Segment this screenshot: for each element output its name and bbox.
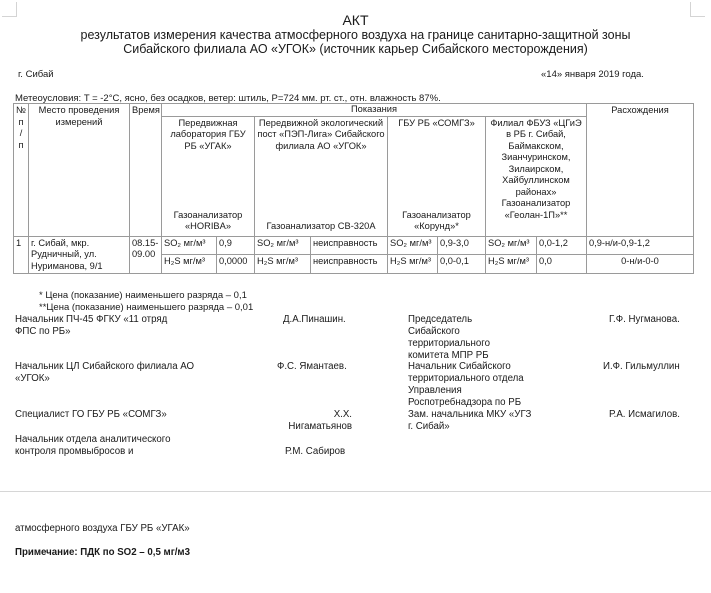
h2s-value-4: 0,0 bbox=[537, 255, 587, 274]
sig-left-2-role: Начальник ЦЛ Сибайского филиала АО «УГОК» bbox=[15, 361, 195, 384]
sig-right-3-role: Зам. начальника МКУ «УГЗ г. Сибай» bbox=[408, 409, 532, 432]
so2-substance-2: SO₂ мг/м³ bbox=[255, 236, 311, 255]
sig-left-4-role: Начальник отдела аналитического контроля промвыбросов и bbox=[15, 434, 171, 457]
group-1-device: Газоанализатор «HORIBA» bbox=[173, 209, 243, 231]
header-readings: Показания bbox=[162, 104, 587, 117]
group-2-header bbox=[255, 116, 388, 236]
document-subtitle bbox=[0, 28, 711, 56]
page-break-line bbox=[0, 491, 711, 492]
h2s-substance-4: H₂S мг/м³ bbox=[486, 255, 537, 274]
sig-left-1-name: Д.А.Пинашин. bbox=[283, 314, 346, 325]
act-date: «14» января 2019 года. bbox=[541, 69, 644, 80]
sig-left-1-role: Начальник ПЧ-45 ФГКУ «11 отряд ФПС по РБ» bbox=[15, 314, 168, 337]
row-place: г. Сибай, мкр. Рудничный, ул. Нуриманова, 9/1 bbox=[29, 236, 130, 274]
group-3-device: Газоанализатор «Корунд»* bbox=[402, 209, 471, 231]
so2-value-4: 0,0-1,2 bbox=[537, 236, 587, 255]
table-header-row bbox=[14, 104, 694, 117]
sig-left-3-name: Х.Х. Нигаматьянов bbox=[288, 409, 352, 432]
group-4-device: Газоанализатор «Геолан-1П»** bbox=[501, 198, 571, 220]
group-4-org: Филиал ФБУЗ «ЦГиЭ в РБ г. Сибай, Баймакском, Зианчуринском, Зилаирском, Хайбуллинском районах» bbox=[490, 117, 582, 197]
table-row bbox=[14, 236, 694, 255]
city: г. Сибай bbox=[18, 69, 54, 80]
row-time: 08.15-09.00 bbox=[130, 236, 162, 274]
header-discrepancy: Расхождения bbox=[587, 104, 694, 237]
meteo-label: Метеоусловия: bbox=[15, 93, 82, 104]
h2s-discrepancy: 0-н/и-0-0 bbox=[587, 255, 694, 274]
so2-value-3: 0,9-3,0 bbox=[438, 236, 486, 255]
group-2-device: Газоанализатор СВ-320А bbox=[266, 221, 376, 231]
so2-value-2: неисправность bbox=[311, 236, 388, 255]
group-1-header bbox=[162, 116, 255, 236]
h2s-value-3: 0,0-0,1 bbox=[438, 255, 486, 274]
so2-substance-3: SO₂ мг/м³ bbox=[388, 236, 438, 255]
header-place: Место проведения измерений bbox=[29, 104, 130, 237]
measurement-table bbox=[13, 103, 694, 274]
sig-left-4-name: Р.М. Сабиров bbox=[285, 446, 346, 457]
header-num: № п / п bbox=[14, 104, 29, 237]
sig-right-2-name: И.Ф. Гильмуллин bbox=[603, 361, 680, 372]
group-2-org: Передвижной экологический пост «ПЭП-Лига» Сибайского филиала АО «УГОК» bbox=[257, 117, 385, 151]
group-4-header bbox=[486, 116, 587, 236]
document-title: АКТ bbox=[342, 12, 369, 28]
so2-discrepancy: 0,9-н/и-0,9-1,2 bbox=[587, 236, 694, 255]
subtitle-line-1: результатов измерения качества атмосферного воздуха на границе санитарно-защитной зоны bbox=[80, 28, 631, 42]
note-label: Примечание: bbox=[15, 547, 78, 558]
group-3-org: ГБУ РБ «СОМГЗ» bbox=[398, 117, 475, 128]
h2s-substance-2: H₂S мг/м³ bbox=[255, 255, 311, 274]
h2s-value-2: неисправность bbox=[311, 255, 388, 274]
sig-right-1-role: Председатель Сибайского территориального комитета МПР РБ bbox=[408, 314, 490, 361]
so2-substance-1: SO₂ мг/м³ bbox=[162, 236, 217, 255]
sig-right-1-name: Г.Ф. Нугманова. bbox=[609, 314, 680, 325]
group-3-header bbox=[388, 116, 486, 236]
sig-left-3-role: Специалист ГО ГБУ РБ «СОМГЗ» bbox=[15, 409, 167, 420]
row-num: 1 bbox=[14, 236, 29, 274]
footnote-1: * Цена (показание) наименьшего разряда – 0,1 bbox=[39, 290, 247, 301]
note-text: ПДК по SO2 – 0,5 мг/м3 bbox=[80, 547, 190, 558]
so2-substance-4: SO₂ мг/м³ bbox=[486, 236, 537, 255]
header-time: Время bbox=[130, 104, 162, 237]
footnote-2: **Цена (показание) наименьшего разряда – 0,01 bbox=[39, 302, 254, 313]
subtitle-line-2: Сибайского филиала АО «УГОК» (источник карьер Сибайского месторождения) bbox=[123, 42, 588, 56]
group-1-org: Передвижная лаборатория ГБУ РБ «УГАК» bbox=[170, 117, 246, 151]
meteo-text: T = -2°С, ясно, без осадков, ветер: штиль, Р=724 мм. рт. ст., отн. влажность 87%. bbox=[83, 93, 441, 104]
page2-note bbox=[15, 547, 190, 559]
sig-right-3-name: Р.А. Исмагилов. bbox=[609, 409, 680, 420]
h2s-value-1: 0,0000 bbox=[217, 255, 255, 274]
sig-left-2-name: Ф.С. Ямантаев. bbox=[277, 361, 347, 372]
h2s-substance-1: H₂S мг/м³ bbox=[162, 255, 217, 274]
so2-value-1: 0,9 bbox=[217, 236, 255, 255]
sig-right-2-role: Начальник Сибайского территориального отдела Управления Роспотребнадзора по РБ bbox=[408, 361, 524, 408]
page2-continuation: атмосферного воздуха ГБУ РБ «УГАК» bbox=[15, 523, 190, 534]
h2s-substance-3: H₂S мг/м³ bbox=[388, 255, 438, 274]
